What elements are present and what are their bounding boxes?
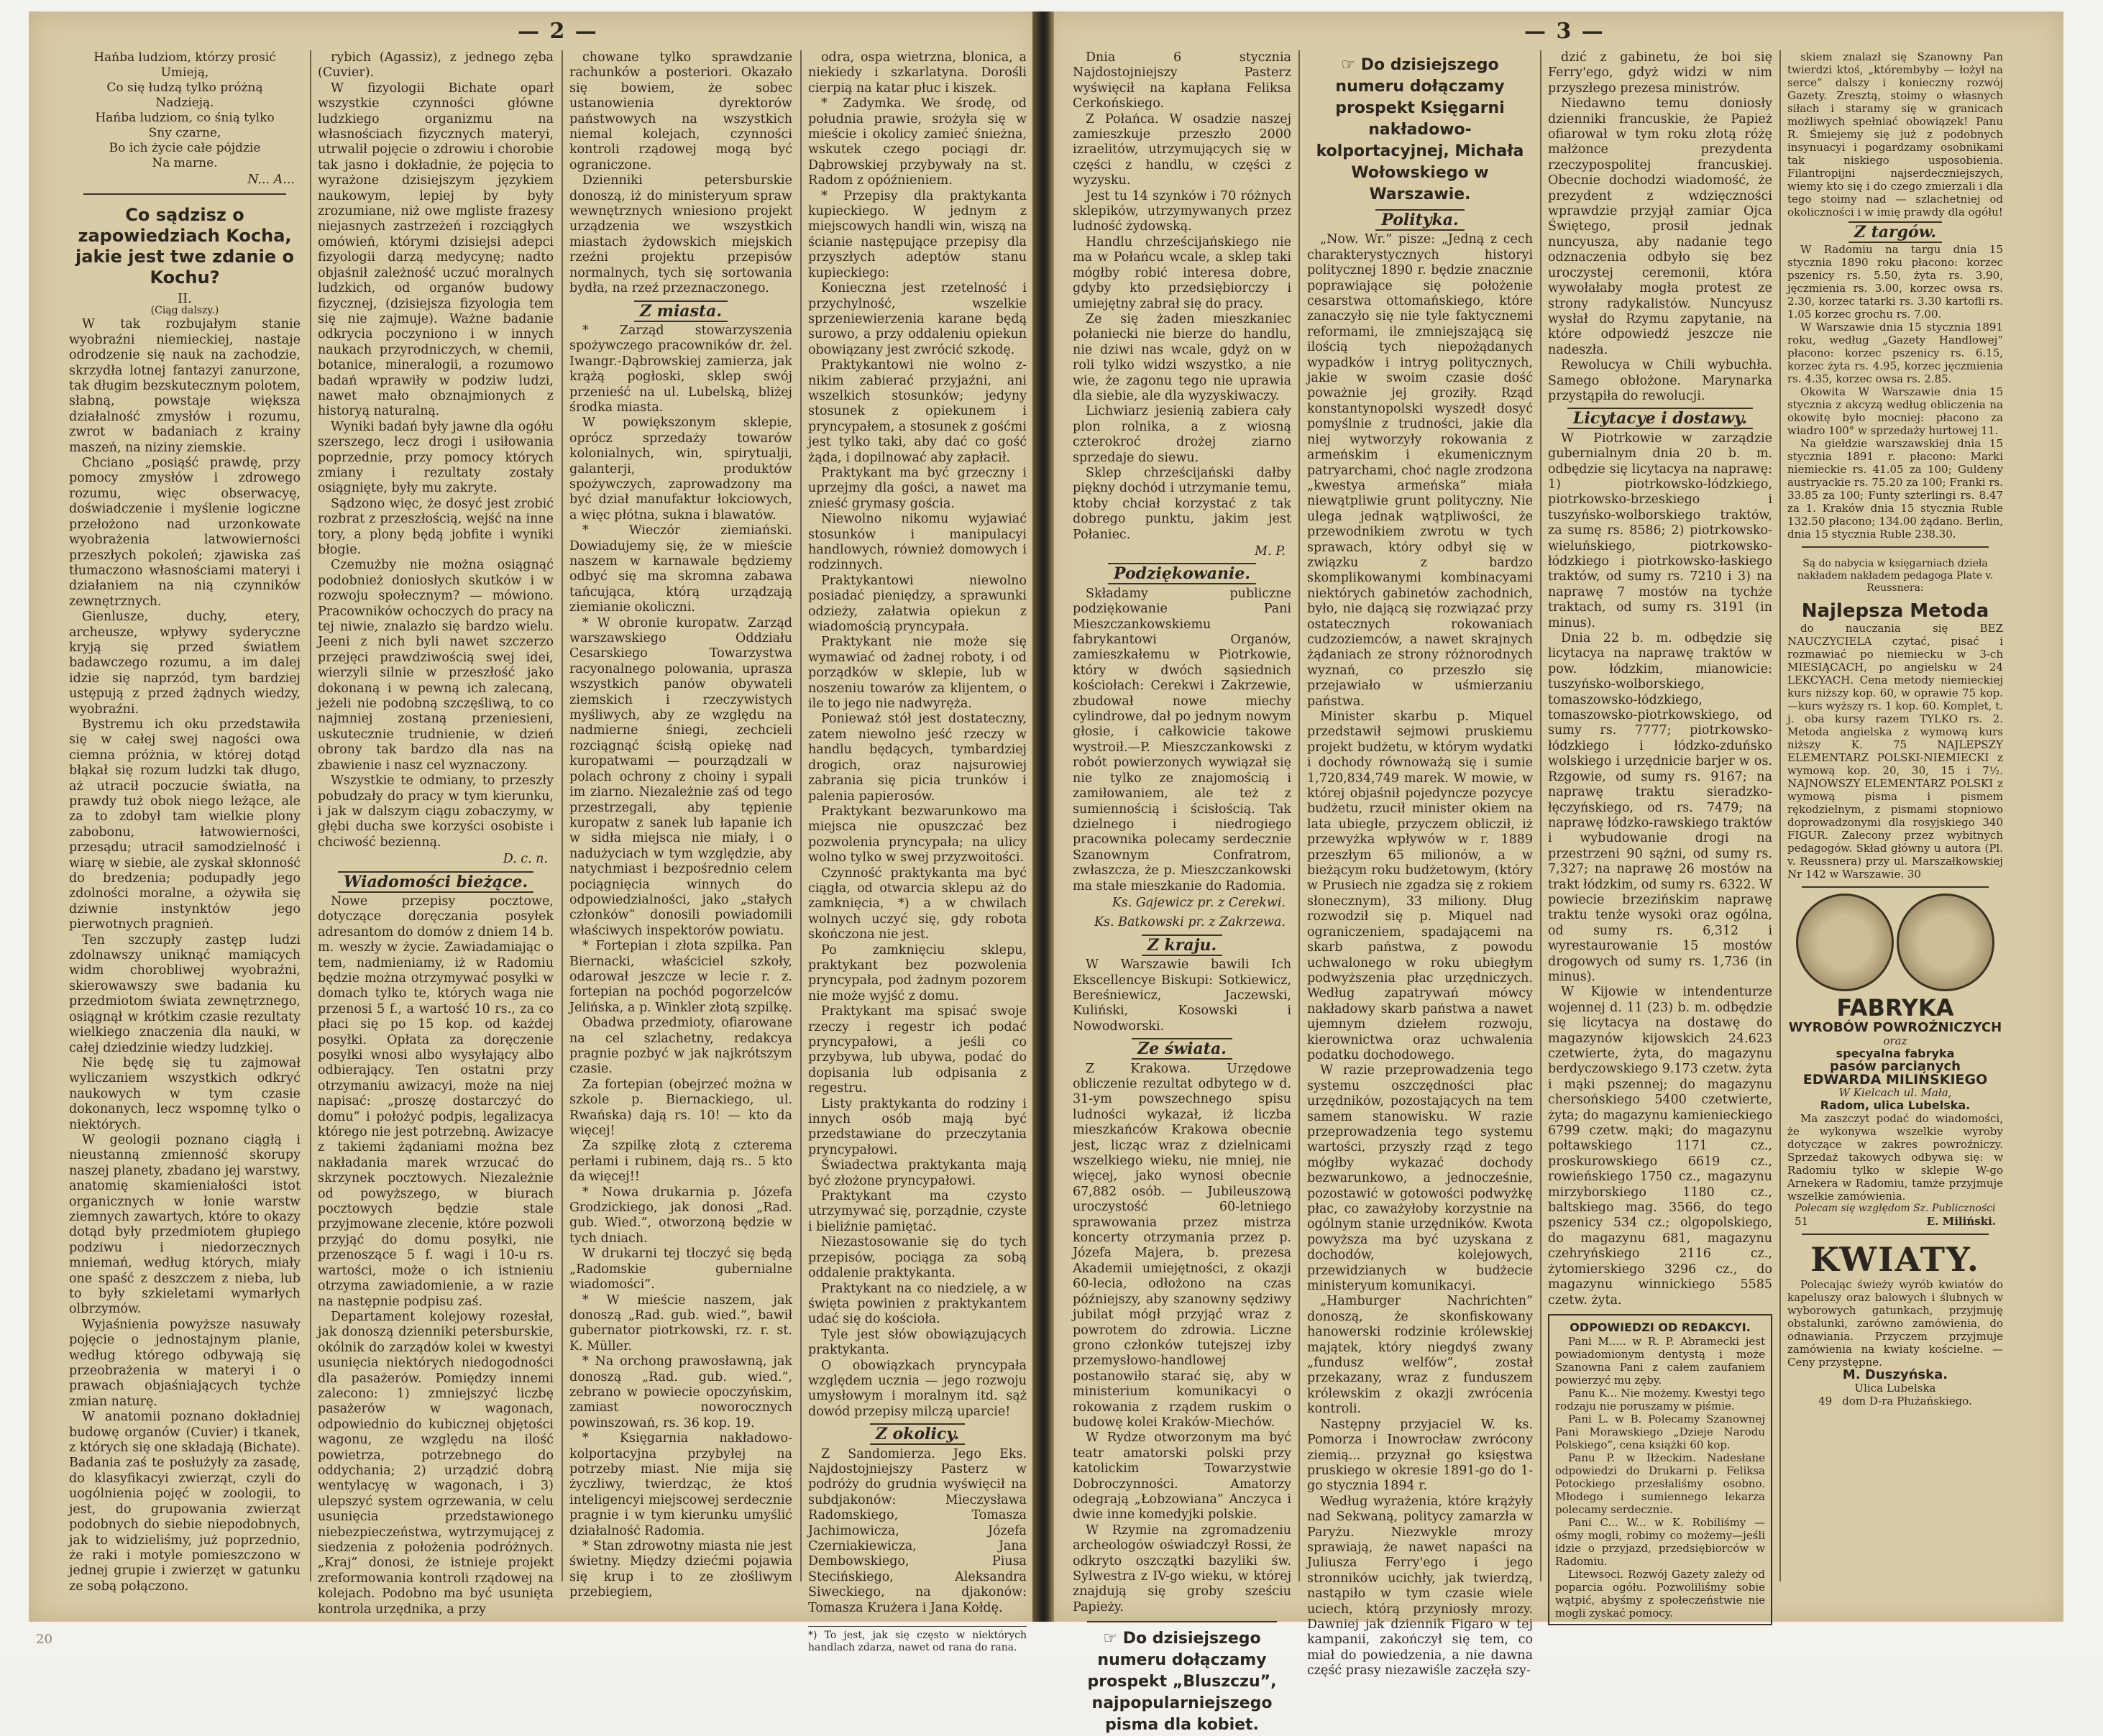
auction-item: W Piotrkowie w zarządzie gubernialnym dnia 20 b. m. odbędzie się licytacya na naprawę: 1) piotrkowsko-lódzkiego, piotrkowsko-brzeskiego i tuszyńsko-wolborskiego traktów, za sumę rs. 8586; 2) piotrkowsko-wieluńskiego, piotrkowsko-łódzkiego i piotrkowsko-łaskiego traktów, od sumy rs. 7210 i 3) na naprawę 7 mostów na tychże traktach, od sumy rs. 3191 (in minus). xyxy=(1548,431,1772,630)
section-heading-label: Z miasta. xyxy=(634,300,728,322)
politics-item: „Hamburger Nachrichten” donoszą, że skonfiskowany hanowerski rodzinie królewskiej majątek, który niegdyś zwany „fundusz welfów”, został przekazany, wraz z funduszem królewskim z okazji zwrócenia kontroli. xyxy=(1307,1294,1533,1417)
paragraph: Praktykant na co niedzielę, a w święta powinien z praktykantem udać się do kościoła. xyxy=(808,1281,1027,1327)
column-rule xyxy=(800,50,802,1581)
advert-body: Ma zaszczyt podać do wiadomości, że wykonywa wszelkie wyroby dotyczące w zakres powroźniczy. Sprzedaż takowych odbywa się: w Radomiu tylko w sklepie W-go Arnekera w Radomiu, tamże przyjmuje wszelkie zamówienia. xyxy=(1787,1112,2003,1203)
paragraph: Praktykantowi nie wolno z-nikim zabierać przyjaźni, ani wszelkich stosunków; jedyny stosunek z opiekunem i pryncypałem, a stosunek z gośćmi jest tylko taki, aby dać co gość żąda, i dopilnować aby zapłacił. xyxy=(808,358,1027,465)
paragraph: Niedawno temu doniosły dzienniki francuskie, że Papież ofiarował w tym roku złotą różę małżonce prezydenta rzeczypospolitej francuskiej. Obecnie dochodzi wiadomość, że prezydent z wdzięczności wprawdzie przyjął zamiar Ojca Świętego, prosił jednak nuncyusza, aby nadanie tego odznaczenia odbyło się bez uroczystej ceremonii, która wywołałaby mogła protest ze strony radykalistów. Nuncyusz wysłał do Rzymu zapytanie, na które odpowiedź jeszcze nie nadeszła. xyxy=(1548,96,1772,357)
auction-item: Dnia 22 b. m. odbędzie się licytacya na naprawę traktów w pow. łódzkim, mianowicie: tuszyńsko-wolborskiego, tomaszowsko-łódzkiego, tomaszowsko-piotrkowskiego, od sumy rs. 7777; piotrkowsko-łódzkiego i łódzko-zduńsko wolskiego i urzędnicie barjer w os. Rzgowie, od sumy rs. 9167; na naprawę traktu sieradzko-łęczyńskiego, od rs. 7479; na naprawę łódzko-rawskiego traktów i wybudowanie drogi na przestrzeni 90 sążni, od sumy rs. 7,327; na naprawę 26 mostów na trakt łódzkim, od sumy rs. 6322. W powiecie brzezińskim naprawę traktu tenże wysoki oraz ogólna, od sumy rs. 6,312 i wyrestaurowanie 15 mostów drogowych od sumy rs. 1,736 (in minus). xyxy=(1548,631,1772,984)
poem-line: Nadzieją. xyxy=(155,96,214,110)
pointing-hand-icon: ☞ xyxy=(1103,1630,1123,1648)
city-item: W powiększonym sklepie, oprócz sprzedaży towarów kolonialnych, win, spirytualji, galanterji, produktów spożywczych, zaprowadzony ma być dział manufaktur łokciowych, a więc płótna, sukna i blawatów. xyxy=(569,415,792,523)
thanks-signer: Ks. Gajewicz pr. z Cerekwi. xyxy=(1112,895,1286,910)
thanks-signer: Ks. Batkowski pr. z Zakrzewa. xyxy=(1094,915,1286,930)
paragraph: rybich (Agassiz), z jednego zęba (Cuvier). xyxy=(318,50,554,81)
poem-line: Hańba ludziom, którzy prosić xyxy=(93,50,276,65)
paragraph: Praktykant ma być grzeczny i uprzejmy dla gości, a nawet ma znieść grymasy gościa. xyxy=(808,465,1027,511)
column-2 xyxy=(318,50,554,1617)
market-item: W Warszawie dnia 15 stycznia 1891 roku, według „Gazety Handlowej” płacono: korzec pszenicy rs. 6.15, korzec żyta rs. 4.95, korzec jęczmienia rs. 4.35, korzec owsa rs. 2.85. xyxy=(1787,321,2003,385)
paragraph: Z Połańca. W osadzie naszej zamieszkuje przeszło 2000 izraelitów, utrzymujących się w części z handlu, w części z wyzysku. xyxy=(1073,111,1291,188)
paragraph: W fizyologii Bichate oparł wszystkie czynności główne ludzkiego organizmu na własnościach fizycznych materyi, utrwalił pojęcie o zdrowiu i chorobie tak jasno i dokładnie, że pojęcia to wyrażone dzisiejszym językiem naukowym, lepiej by były zrozumiane, niż owe mgliste frazesy niejasnych zastrzeżeń i rozciągłych omówień, którymi dzisiejsi adepci fizyologii darzą medycynę; nadto objaśnił zależność uczuć moralnych ludzkich, od organów budowy fizycznej, (dzisiejsza fizyologia tem się nie zajmuje). Ważne badanie odkrycia poczyniono i w innych naukach przyrodniczych, w chemii, botanice, mineralogii, a rozumowo badań wprawiły w podziw ludzi, nawet mało obznajmionych z historyą naturalną. xyxy=(318,81,554,419)
paragraph: Niewolno nikomu wyjawiać stosunków i manipulacyi handlowych, również domowych i rodzinnych. xyxy=(808,512,1027,573)
announcement-text: Do dzisiejszego numeru dołączamy prospekt „Bluszczu”, najpopularniejszego pisma dla kobiet. xyxy=(1087,1630,1277,1735)
advert-method xyxy=(1787,558,2003,881)
column-rule xyxy=(1779,50,1781,1581)
advert-address: dom D-ra Płużańskiego. xyxy=(1842,1395,1972,1407)
column-6 xyxy=(1307,50,1533,1678)
section-heading-thanks xyxy=(1073,566,1291,582)
section-heading-city xyxy=(569,301,792,321)
article-part: II. xyxy=(178,291,192,307)
poem-line: Bo ich życie całe pójdzie xyxy=(109,141,261,155)
city-item: Obadwa przedmioty, ofiarowane na cel szlachetny, redakcya pragnie pozbyć w jak najkrótszym czasie. xyxy=(569,1016,792,1077)
paragraph: Ten szczupły zastęp ludzi zdolnawszy uniknąć mamiących widm chorobliwej wyobraźni, skierowawszy swe badania ku przedmiotom świata zewnętrznego, osiągnął w krótkim czasie rezultaty wielkiego znaczenia dla nauki, w całej dziedzinie wiedzy ludzkiej. xyxy=(69,932,301,1055)
paragraph: Konieczna jest rzetelność i przychylność, wszelkie sprzeniewierzenia karane będą surowo, a przy oddaleniu opiekun obowiązany jest zwrócić szkodę. xyxy=(808,281,1027,357)
answer-item: Pani C... W... w K. Robiliśmy — ośmy mogli, robimy co możemy—jeśli idzie o przyjazd, przedsiębiorców w Radomiu. xyxy=(1555,1516,1765,1569)
thanks-text: Składamy publiczne podziękowanie Pani Mieszczankowskiemu fabrykantowi Organów, zamieszkałemu w Piotrkowie, który w dwóch sąsiednich kościołach: Cerekwi i Zakrzewie, zbudował nowe miechy cylindrowe, dał po jednym nowym głosie, i całkowicie takowe wystroił.—P. Mieszczankowski z robót powierzonych wywiązał się nie tylko ze znajomością i zamiłowaniem, ale też z sumiennością i ścisłością. Tak dzielnego i niedrogiego pracownika polecamy serdecznie Szanownym Confratrom, zwłaszcza, że p. Mieszczankowski ma stałe mieszkanie do Radomia. xyxy=(1073,586,1291,894)
footnote: *) To jest, jak się często w niektórych handlach zdarza, nawet od rana do rana. xyxy=(808,1626,1027,1654)
politics-item: Następny przyjaciel W. ks. Pomorza i Inowrocław zwrócony ziemią... przyznał go księstwa pruskiego w okresie 1891-go do 1-go stycznia 1894 r. xyxy=(1307,1417,1533,1494)
editorial-answers-box xyxy=(1548,1314,1772,1625)
section-heading-country xyxy=(1073,935,1291,955)
paragraph: chowane tylko sprawdzanie rachunków a posteriori. Okazało się bowiem, że sobec ustanowienia dyrektorów państwowych na wszystkich niemal kolejach, czynności kontroli rządowej mogą być ograniczone. xyxy=(569,50,792,173)
advert-intro: Są do nabycia w księgarniach dzieła nakładem nakładem pedagoga Plate v. Reussnera: xyxy=(1797,558,1994,594)
paragraph: O obowiązkach pryncypała względem ucznia — jego rozwoju umysłowym i moralnym itd. sąż dowód przepisy milczą uparcie! xyxy=(808,1358,1027,1419)
article-title: Co sądzisz o zapowiedziach Kocha, jakie jest twe zdanie o Kochu? xyxy=(75,205,294,288)
medals xyxy=(1787,894,2003,994)
paragraph: Świadectwa praktykanta mają być złożone pryncypałowi. xyxy=(808,1158,1027,1188)
auction-item: W Kijowie w intendenturze wojennej d. 11 (23) b. m. odbędzie się licytacya na dostawę do magazynów kijowskich 24.623 czetwierte, żyta, do magazynu berdyczowskiego 9.173 czetw. żyta i mąki pszennej; do magazynu chersońskiego 5400 czetwierte, żyta; do magazynu kamienieckiego 6799 czetw. mąki; do magazynu połtawskiego 1171 cz., proskurowskiego 6619 cz., rowieńskiego 1750 cz., magazynu mirzyborskiego 1180 cz., baltskiego mag. 3566, do tego pszenicy 534 cz.; olgopolskiego, do magazynu 681, magazynu czehryńskiego 2116 cz., żytomierskiego 3296 cz., do magazynu winnickiego 5585 czetw. żyta. xyxy=(1548,985,1772,1308)
article-signature: D. c. n. xyxy=(503,852,548,867)
advert-line: oraz xyxy=(1883,1034,1907,1047)
gutter-fold xyxy=(1032,12,1054,1622)
region-item: Z Sandomierza. Jego Eks. Najdostojniejszy Pasterz w podróży do grudnia wyświęcił na subdjakonów: Mieczysława Radomskiego, Tomasza Jachimowicza, Józefa Czerniakiewicza, Jana Dembowskiego, Piusa Stecińskiego, Aleksandra Siweckiego, na djakonów: Tomasza Krużera i Jana Kołdę. xyxy=(808,1446,1027,1615)
column-1 xyxy=(69,50,301,1594)
announcement-text: Do dzisiejszego numeru dołączamy prospekt Księgarni nakładowo-kolportacyjnej, Michała Wołowskiego w Warszawie. xyxy=(1316,56,1524,203)
column-5 xyxy=(1073,50,1291,1735)
section-heading-label: Polityka. xyxy=(1375,209,1464,231)
politics-item: Według wyrażenia, które krążyły nad Sekwaną, politycy zamarzła w Paryżu. Niezwykle mrozy sprawiają, że nawet napaści na Juliusza Ferry'ego i jego stronników ucichły, jak twierdzą, nastąpiło w tym czasie wiele uciech, którą przyniosły mrozy. Dawniej jak dziennik Figaro w tej kampanii, zakończył się tem, co miał do powiedzenia, a nie dawna część prasy niezawiśle zaczęła szy- xyxy=(1307,1494,1533,1678)
editorial-answers-title: ODPOWIEDZI OD REDAKCYI. xyxy=(1570,1320,1751,1334)
city-item: * Nowa drukarnia p. Józefa Grodzickiego, jak donosi „Rad. gub. Wied.”, otworzoną będzie w tych dniach. xyxy=(569,1185,792,1246)
advert-rope-factory xyxy=(1787,894,2003,1228)
paragraph: Tyle jest słów obowiązujących praktykanta. xyxy=(808,1327,1027,1358)
answers-continued: skiem znalazł się Szanowny Pan twierdzi ktoś, „którembyby — łożył na serce” dalszy i konieczny rozwój Gazety. Zresztą, stoimy o własnych siłach i staramy się w granicach możliwych spełniać obowiązek! Panu R. Śmiejemy się już z podobnych insynuacyi i pogardzamy osobnikami tak niskiego usposobienia. Filantropijni najserdeczniejszych, wiemy kto się i do czego zmierzali i dla tego stoimy nad — szlachetniej od okoliczności i w imię prawdy dla ogółu! xyxy=(1787,50,2003,219)
city-item: * Stan zdrowotny miasta nie jest świetny. Między dziećmi pojawia się krup i to ze złośliwym przebiegiem, xyxy=(569,1539,792,1600)
market-item: W Radomiu na targu dnia 15 stycznia 1890 roku płacono: korzec pszenicy rs. 5.50, żyta rs. 3.90, jęczmienia rs. 3.00, korzec owsa rs. 2.30, korzec tatarki rs. 3.30 kartofli rs. 1.05 korzec grochu rs. 7.00. xyxy=(1787,243,2003,321)
advert-sign-row xyxy=(1795,1215,1996,1228)
advert-number: 49 xyxy=(1818,1395,1833,1407)
column-8 xyxy=(1787,50,2003,1589)
section-heading-label: Ze świata. xyxy=(1132,1038,1232,1060)
poem-line: Hańba ludziom, co śnią tylko xyxy=(95,111,275,125)
column-7 xyxy=(1548,50,1772,1620)
poem-line: Na marne. xyxy=(152,156,218,170)
advert-line: W Kielcach ul. Mała, xyxy=(1838,1086,1952,1099)
city-item: * W mieście naszem, jak donoszą „Rad. gub. wied.”, bawił gubernator piotrkowski, rz. r. st. K. Müller. xyxy=(569,1292,792,1354)
section-heading-label: Z kraju. xyxy=(1142,934,1222,956)
paragraph: Praktykant ma czysto utrzymywać się, porządnie, czyste i bieliźnie pamiętać. xyxy=(808,1189,1027,1234)
poem-line: Sny czarne, xyxy=(148,126,221,140)
paragraph: Bystremu ich oku przedstawiła się w całej swej nagości owa ciemna próżnia, w której dotąd błąkał się rozum ludzki tak długo, aż utracił poczucie światła, na prawdy tuż obok niego leżące, ale za to zdobył tam wielkie plony zabobonu, łatwowierności, przesądu; utracił samodzielność i wiarę w siebie, ale zyskał skłonność do bredzenia; podupadły jego zdolności moralne, a ożywiła się dziwnie instynktów jego pierwotnych pragnień. xyxy=(69,717,301,932)
answer-item: Litewsoci. Rozwój Gazety zależy od poparcia ogółu. Pozwoliliśmy sobie wątpić, abyśmy z społeczeństwie nie mogli zyskać pomocy. xyxy=(1555,1568,1765,1620)
answer-item: Pani L. w B. Polecamy Szanownej Pani Morawskiego „Dzieje Narodu Polskiego”, cena książki 60 kop. xyxy=(1555,1413,1765,1452)
paragraph: Gienlusze, duchy, etery, archeusze, wpływy syderyczne kryją się przed światłem badawczego rozumu, a im dalej idzie się naprzód, tym bardziej ustępują z przed żądnych wiedzy, wyobraźni. xyxy=(69,610,301,717)
world-item: W Rydze otworzonym ma być teatr amatorski polski przy katolickim Towarzystwie Dobroczynności. Amatorzy odegrają „Łobzowiana” Anczyca i dwie inne komedyjki polskie. xyxy=(1073,1430,1291,1523)
paragraph: Ponieważ stół jest dostateczny, zatem niewolno jeść rzeczy w handlu będących, tymbardziej drogich, oraz najsurowiej zabrania się picia trunków i palenia papierosów. xyxy=(808,712,1027,804)
city-item: * Księgarnia nakładowo-kolportacyjna przybyłej na potrzeby miast. Nie mija się życzliwy, twierdząc, że ktoś inteligencyi miejscowej serdecznie pragnie i w tym kierunku umyślić działalność Radomia. xyxy=(569,1431,792,1538)
advert-line: specyalna fabryka xyxy=(1836,1047,1955,1060)
market-item: Na giełdzie warszawskiej dnia 15 stycznia 1891 r. płacono: Marki niemieckie rs. 41.05 za 100; Guldeny austryackie rs. 75.20 za 100; Franki rs. 33.85 za 100; Funty szterlingi rs. 8.47 za 1. Kraków dnia 15 stycznia Ruble 132.50 płacono; 134.00 żądano. Berlin, dnia 15 stycznia Ruble 238.30. xyxy=(1787,437,2003,541)
paragraph: Praktykant bezwarunkowo ma miejsca nie opuszczać bez pozwolenia pryncypała; na ulicy wolno tylko w swej przyzwoitości. xyxy=(808,804,1027,865)
section-heading-label: Wiadomości bieżące. xyxy=(338,871,533,893)
paragraph: Sklep chrześcijański dałby piękny dochód i utrzymanie temu, ktoby chciał korzystać z tak dobrego punktu, jakim jest Połaniec. xyxy=(1073,465,1291,542)
paragraph: Czemużby nie można osiągnąć podobnież doniosłych skutków i w rozwoju społecznym? — mówiono. Pracowników ochoczych do pracy na tej niwie, znalazło się bardzo wielu. Jeeni z nich byli nawet szczerzo przejęci prawdziwością swej idei, wierzyli silnie w przeszłość jako dokonaną i w pewną ich zalecaną, jeżeli nie podobną szczęśliwą, to co najmniej zostaną przeniesieni, uskutecznie trudnienie, w dzień obrony tak bardzo dla nas na zbawienie i nasz cel wyznaczony. xyxy=(318,558,554,773)
section-heading-label: Podziękowanie. xyxy=(1108,563,1256,584)
city-item: W drukarni tej tłoczyć się będą „Radomskie gubernialne wiadomości”. xyxy=(569,1246,792,1292)
column-rule xyxy=(1540,50,1541,1581)
medal-icon xyxy=(1796,894,1894,991)
advert-line: Radom, ulica Lubelska. xyxy=(1820,1098,1971,1112)
advert-signature: E. Miliński. xyxy=(1926,1215,1996,1228)
pointing-hand-icon: ☞ xyxy=(1341,56,1361,74)
announcement-bluszcz xyxy=(1073,1628,1291,1736)
paragraph: Wyniki badań były jawne dla ogółu szerszego, lecz drogi i usiłowania poprzednie, przy pomocy których zmiany i rezultaty zostały osiągnięte, były mu zakryte. xyxy=(318,419,554,496)
column-4 xyxy=(808,50,1027,1654)
paragraph: Jest tu 14 szynków i 70 różnych sklepików, utrzymywanych przez ludność żydowską. xyxy=(1073,188,1291,234)
paragraph: W geologii poznano ciągłą i nieustanną zmienność skorupy naszej planety, zbadano jej warstwy, anatomię skamieniałości istot organicznych w łonie warstw ziemnych zawartych, które to okazy dotąd były przedmiotem głupiego podziwu i niedorzecznych mniemań, według których, miały one spaść z deszczem z nieba, lub to były szkieletami wymarłych olbrzymów. xyxy=(69,1132,301,1317)
world-item: Z Krakowa. Urzędowe obliczenie rezultat odbytego w d. 31-ym powszechnego spisu ludności wykazał, iż liczba mieszkańców Krakowa obecnie jest, licząc wraz z dzielnicami wszelkiego wieku, nie mniej, nie więcej, jako wynosi obecnie 67,882 osób. — Jubileuszową uroczystość 60-letniego sprawowania przez mistrza koncerty otrzymania przez p. Józefa Majera, b. prezesa Akademii umiejętności, z okazji 60-lecia, odłożono na czas późniejszy, aby szanowny sędziwy jubilat mógł przyjąć wraz z powrotem do zdrowia. Liczne grono członków tutejszej izby przemysłowo-handlowej postanowiło starać się, aby w ministerium komunikacyi o rokowania z rządem ruskim o budowę kolei Kraków-Miechów. xyxy=(1073,1061,1291,1430)
advert-line: FABRYKA xyxy=(1836,994,1954,1021)
paragraph: * Zadymka. We środę, od południa prawie, srożyła się w mieście i okolicy zamieć śnieżna, wskutek czego pociągi dr. Dąbrowskiej przybywały na st. Radom z opóźnieniem. xyxy=(808,96,1027,188)
section-heading-news xyxy=(318,872,554,891)
paragraph: Wszystkie te odmiany, to przeszły pobudzały do pracy w tym kierunku, i jak w dalszym ciągu zobaczymy, w głębi ducha swe korzyści osobiste i chciwość bezienną. xyxy=(318,773,554,850)
margin-pencil-note: 20 xyxy=(36,1632,52,1647)
column-rule xyxy=(310,50,311,1581)
advert-body: Polecając świeży wyrób kwiatów do kapeluszy oraz balowych i ślubnych w wyborowych gatunkach, przyjmuję obstalunki, zarówno zamówienia, do odnawiania. Przyczem przyjmuje zamówienia na kwiaty kościelne. — Ceny przystępne. xyxy=(1787,1278,2003,1369)
section-heading-label: Licytacye i dostawy. xyxy=(1567,408,1753,429)
column-3 xyxy=(569,50,792,1600)
paragraph: odra, ospa wietrzna, blonica, a niekiedy i szkarlatyna. Dorośli cierpią na katar płuc i kiszek. xyxy=(808,50,1027,96)
poem-signature: N... A... xyxy=(247,173,295,187)
paragraph: Ze się żaden mieszkaniec połaniecki nie bierze do handlu, nie dziwi nas wcale, gdyż on w roli tylko widzi wszystko, a nie wie, że zagonu tego nie uprawia dla siebie, ale dla wyzyskiwaczy. xyxy=(1073,311,1291,403)
section-heading-label: Z targów. xyxy=(1848,221,1942,243)
news-item: Nowe przepisy pocztowe, dotyczące doręczania posyłek adresantom do domów z dniem 14 b. m. weszły w życie. Zawiadamiając o tem, nadmieniamy, iż w Radomiu będzie można otrzymywać posyłki w domach tylko te, których waga nie przenosi 5 f., a wartość 10 rs., za co płaci się po 15 kop. od każdej posyłki. Opłata za doręczenie posyłki wnosi albo wysyłający albo odbierający. Ten ostatni przy otrzymaniu awizacyi, może na niej napisać: „proszę dostarczyć do domu” i położyć podpis, legalizacya którego nie jest potrzebną. Awizacye z takiemi żądaniami można bez nakładania marek wrzucać do skrzynek pocztowych. Niezależnie od powyższego, w biurach pocztowych będzie stale przyjmowane zlecenie, które pozwoli przyjąć do domu posyłki, nie przenoszące 5 f. wagi i 10-u rs. wartości, może o ich istnieniu otrzyma zawiadomienie, a w razie na następnie podpisu zaś. xyxy=(318,894,554,1309)
country-item: W Warszawie bawili Ich Ekscellencye Biskupi: Sotkiewicz, Bereśniewicz, Jaczewski, Kuliński, Kosowski i Nowodworski. xyxy=(1073,957,1291,1034)
world-item: W Rzymie na zgromadzeniu archeologów oświadczył Rossi, że odkryto oszczątki bazyliki św. Sylwestra z IV-go wieku, w której znajdują się groby sześciu Papieży. xyxy=(1073,1523,1291,1615)
market-item: Okowita W Warszawie dnia 15 stycznia z akcyzą według obliczenia na okowitę było mocniej: płacono za wiadro 100° w sprzedaży hurtowej 11. xyxy=(1787,385,2003,437)
politics-item: Minister skarbu p. Miquel przedstawił sejmowi pruskiemu projekt budżetu, w którym wydatki i dochody równoważą się i sumie 1,720,834,749 marek. W mowie, w której objaśnił pojedyncze pozycye budżetu, rzucił minister okiem na lata ubiegłe, przyczem oblicził, iż przewyżka wpływów w r. 1889 przeszłym 65 milionów, a w bieżącym roku budżetowym, (który w Prusiech nie zgadza się z rokiem słonecznym), 33 miliony. Dług rozwodził się p. Miquel nad ograniczeniem, spadającemi na skarb państwa, z powodu uchwalonego w roku ubiegłym podwyższenia płac urzędniczych. Według zapatrywań mówcy nakładowy skarb państwa a nawet ujemnym dziełem rozwoju, kierownictwa oraz uchwalenia podatku dochodowego. xyxy=(1307,709,1533,1062)
paragraph: Wyjaśnienia powyższe nasuwały pojęcie o jednostajnym planie, według którego odbywają się przeobrażenia w materyi i o prawach objaśniających tychże zmian naturę. xyxy=(69,1317,301,1409)
advert-title: KWIATY. xyxy=(1810,1240,1980,1279)
paragraph: W anatomii poznano dokładniej budowę organów (Cuvier) i tkanek, z których się one składają (Bichate). Badania zaś te posłużyły za zasadę, do klasyfikacyi zwierząt, czyli do uogólnienia pojęć w zoologii, to jest, do grupowania zwierząt podobnych do siebie niepodobnych, jak to widzieliśmy, już poprzednio, że raki i motyle pomieszczono w jednej grupie i zwierzęt w gatunku ze sobą połączono. xyxy=(69,1410,301,1594)
advert-address: Ulica Lubelska xyxy=(1854,1382,1936,1395)
section-heading-markets xyxy=(1787,223,2003,242)
article-signature: M. P. xyxy=(1255,544,1286,559)
paragraph: Dzienniki petersburskie donoszą, iż do ministeryum spraw wewnętrznych wniesiono projekt urządzenia we wszystkich miastach żydowskich miejskich rzeźni projektu przepisów normalnych, tych się sortowania bydła, na rzeź przeznaczonego. xyxy=(569,173,792,296)
advert-flowers xyxy=(1787,1241,2003,1407)
page-number-left: — 2 — xyxy=(518,19,598,44)
news-item: Departament kolejowy rozesłał, jak donoszą dzienniki petersburskie, okólnik do zarządów kolei w kwestyi usunięcia niektórych niedogodności dla pasażerów. Pomiędzy innemi zalecono: 1) zmniejszyć liczbę pasażerów w wagonach, odpowiednio do kubicznej objętości wagonu, ze względu na ilość powietrza, potrzebnego do oddychania; 2) urządzić dobrą wentylacyę w wagonach, i 3) ulepszyć system ogrzewania, w celu usunięcia przedstawionego niebezpieczeństwa, wytrzymującej z siedzenia z położenia podróżnych. „Kraj” donosi, że istnieje projekt zreformowania kontroli rządowej na kolejach. Podobno ma być usunięta kontrola urzędnika, a przy xyxy=(318,1309,554,1617)
section-heading-world xyxy=(1073,1039,1291,1059)
paragraph: Handlu chrześcijańskiego nie ma w Połańcu wcale, a sklep taki mógłby robić interesa dobre, gdyby kto przedsiębiorczy i umiejętny zabrał się do pracy. xyxy=(1073,234,1291,311)
section-heading-auctions xyxy=(1548,411,1772,426)
politics-item: „Now. Wr.” pisze: „Jedną z cech charakterystycznych historyi politycznej 1890 r. będzie znacznie poprawiające się położenie cesarstwa ottomańskiego, które zanaczyło się nie tyle faktycznemi reformami, ile zmniejszającą się ilością tych niepożądanych wypadków i intryg politycznych, jakie w swoim czasie dość poważnie jej groziły. Rząd konstantynopolski wyszedł dosyć pomyślnie z trudności, jakie dla niej wytworzyły rokowania z armeńskim i ekumenicznym patryarchami, choć nagle zrodzona „kwestya armeńska” miała niewątpliwie grunt polityczny. Nie ulega jednak wątpliwości, że przewodnikiem zwrotu w tych sprawach, który odbył się w związku z bardzo skomplikowanymi kombinacyami niektórych gabinetów zachodnich, było, nie dającą się rozwiązać przy ostatecznych rokowaniach cudzoziemców, a nawet skrajnych żądaniach ze strony różnorodnych wyznań, co przeszło się przejawiało w uśmierzaniu państwa. xyxy=(1307,232,1533,709)
city-item: Za szpilkę złotą z czterema perłami i rubinem, dają rs.. 5 kto da więcej!! xyxy=(569,1139,792,1185)
paragraph: Czynność praktykanta ma być ciągła, od otwarcia sklepu aż do zamknięcia, *) a w chwilach wolnych uczyć się, gdy robota skończona nie jest. xyxy=(808,865,1027,942)
column-rule xyxy=(562,50,563,1581)
paragraph: Nie będę się tu zajmował wyliczaniem wszystkich odkryć naukowych w tym czasie dokonanych, lecz wspomnę tylko o niektórych. xyxy=(69,1055,301,1132)
advert-line: pasów parcianych xyxy=(1830,1059,1961,1074)
advert-address-row xyxy=(1787,1395,2003,1407)
paragraph: Praktykant nie może się wymawiać od żadnej roboty, i od porządków w sklepie, lub w noszeniu towarów za klijentem, o ile to jego nie nadwyręża. xyxy=(808,635,1027,712)
paragraph: Po zamknięciu sklepu, praktykant bez pozwolenia pryncypała, pod żadnym pozorem nie może wyjść z domu. xyxy=(808,942,1027,1004)
section-heading-label: Z okolicy. xyxy=(870,1423,965,1445)
answer-item: Pani M..... w R. P. Abramecki jest powiadomionym dentystą i może Szanowna Pani z całem zaufaniem powierzyć mu zęby. xyxy=(1555,1335,1765,1387)
city-item: * W obronie kuropatw. Zarząd warszawskiego Oddziału Cesarskiego Towarzystwa racyonalnego polowania, uprasza wszystkich panów obywateli ziemskich i rzeczywistych myśliwych, aby ze względu na nadmierne śniegi, zechcieli rozciągnąć ścisłą opiekę nad kuropatwami — pourządzali w polach ochrony z choiny i sypali im ziarno. Niezależnie zaś od tego przestrzegali, aby tępienie kuropatw z sanek lub łapanie ich w sidła miejsca nie miały, i o nadużyciach w tym względzie, aby natychmiast i bezpośrednio celem pociągnięcia winnych do odpowiedzialności, jako „stałych członków” donosili powiadomili właściwych inspektorów powiatu. xyxy=(569,615,792,938)
page-number-right: — 3 — xyxy=(1524,19,1605,44)
answer-item: Panu P. w Iłżeckim. Nadesłane odpowiedzi do Drukarni p. Feliksa Potockiego przesłaliśmy osobno. Młodego i sumiennego lekarza polecamy serdecznie. xyxy=(1555,1451,1765,1517)
announcement-bookshop xyxy=(1307,55,1533,206)
poem-line: Co się łudzą tylko próżną xyxy=(106,81,263,95)
section-heading-region xyxy=(808,1427,1027,1442)
advert-body: do nauczania się BEZ NAUCZYCIELA czytać, pisać i rozmawiać po niemiecku w 3-ch MIESIĄCACH, po angielsku w 24 LEKCYACH. Cena metody niemieckiej kurs niższy kop. 60, w oprawie 75 kop.—kurs wyższy rs. 1 kop. 60. Komplet, t. j. oba kursy razem TYLKO rs. 2. Metoda angielska z wymową kurs niższy K. 75 NAJLEPSZY ELEMENTARZ POLSKI-NIEMIECKI z wymową kop. 20, 30, 15 i 7½. NAJNOWSZY ELEMENTARZ POLSKI z wymową pisma i pismem rękodzielnym, z pismami stopniowo doprowadzonymi dla rosyjskiego 340 FIGUR. Zalecony przez wybitnych pedagogów. Skład główny u autora (Pl. v. Reussnera) przy ul. Marszałkowskiej Nr 142 w Warszawie. 30 xyxy=(1787,622,2003,881)
politics-item: W razie przeprowadzenia tego systemu oszczędności płac urzędników, pozostających na tem samem stanowisku. W razie przeprowadzenia tego systemu wartości, przyszły rząd z tego mógłby wykazać dochody bezwarunkowo, a jednocześnie, pozostawić w gotowości podwyżkę płac, co zaważyłoby korzystnie na ogólnym stanie urzędników. Kwota powyższa ma być uzyskana z dochodów, kolejowych, przewidzianych w budżecie ministeryum komunikacyi. xyxy=(1307,1063,1533,1294)
paragraph: W tak rozbujałym stanie wyobraźni niemieckiej, nastaje odrodzenie się nauk na zachodzie, skrzydła lotnej fantazyi zanurzone, tak długim bezskutecznym polotem, słabną, powstaje większa działalność zmysłów i rozumu, zwrot w badaniach z krainy maszeń, na niziny ziemskie. xyxy=(69,317,301,455)
paragraph: Chciano „posiąść prawdę, przy pomocy zmysłów i zdrowego rozumu, więc obserwacyę, doświadczenie i myślenie logiczne przełożono nad urzonkowate wyobrażenia latwowierności przeszłych pokoleń; zjawiska zaś tłumaczono własnościami materyi i działaniem na nią czynników zewnętrznych. xyxy=(69,456,301,609)
divider xyxy=(1802,546,1989,548)
advert-line: WYROBÓW POWROŹNICZYCH xyxy=(1788,1020,2002,1035)
paragraph: Listy praktykanta do rodziny i innych osób mają być przedstawiane do przeczytania pryncypałowi. xyxy=(808,1096,1027,1157)
divider xyxy=(1087,1621,1277,1622)
city-item: * Na orchong prawosławną, jak donoszą „Rad. gub. wied.”, zebrano w powiecie opoczyńskim, zamiast noworocznych powinszowań, rs. 36 kop. 19. xyxy=(569,1354,792,1430)
continuation-note: (Ciąg dalszy.) xyxy=(150,305,219,317)
paragraph: Dnia 6 stycznia Najdostojniejszy Pasterz wyświęcił na kapłana Feliksa Cerkońskiego. xyxy=(1073,50,1291,111)
city-item: * Fortepian i złota szpilka. Pan Biernacki, właściciel szkoły, odarował jeszcze w lecie r. z. fortepian na pochód pogorzelców Jelińska, a p. Winkler złotą szpilkę. xyxy=(569,939,792,1015)
paragraph: Sądzono więc, że dosyć jest zrobić rozbrat z przeszłością, wejść na inne tory, a plony będą jobfite i wyniki błogie. xyxy=(318,496,554,557)
paragraph: Lichwiarz jesienią zabiera cały plon rolnika, a z wiosną czterokroć drożej ziarno sprzedaje do siewu. xyxy=(1073,404,1291,465)
paragraph: Praktykantowi niewolno posiadać pieniędzy, a sprawunki odzieży, załatwia opiekun z wiadomością pryncypała. xyxy=(808,573,1027,635)
paragraph: dzić z gabinetu, że boi się Ferry'ego, gdyż widzi w nim przyszłego prezesa ministrów. xyxy=(1548,50,1772,96)
advert-signature: M. Duszyńska. xyxy=(1842,1367,1948,1382)
paragraph: * Przepisy dla praktykanta kupieckiego. W jednym z miejscowych handli win, wiszą na ścianie następujące przepisy dla przyszłych adeptów stanu kupieckiego: xyxy=(808,188,1027,280)
poem-line: Umieją, xyxy=(160,65,209,80)
medal-portrait-icon xyxy=(1897,894,1994,991)
paragraph: Niezastosowanie się do tych przepisów, pociąga za sobą oddalenie praktykanta. xyxy=(808,1235,1027,1281)
divider xyxy=(1802,886,1989,888)
city-item: * Zarząd stowarzyszenia spożywczego pracowników dr. żel. Iwangr.-Dąbrowskiej zamierza, jak krążą pogłoski, sklep swój przenieść na ul. Lubelską, bliżej środka miasta. xyxy=(569,323,792,415)
paragraph: Rewolucya w Chili wybuchła. Samego obłożone. Marynarka przystąpiła do rewolucji. xyxy=(1548,358,1772,403)
advert-note: Polecam się względom Sz. Publiczności xyxy=(1795,1203,1996,1214)
divider xyxy=(83,193,286,195)
city-item: * Wieczór ziemiański. Dowiadujemy się, że w mieście naszem w karnawale będziemy odbyć się ma skromna zabawa tańcująca, którą urządzają ziemianie okoliczni. xyxy=(569,523,792,615)
advert-title: Najlepsza Metoda xyxy=(1801,600,1989,622)
advert-line: EDWARDA MILIŃSKIEGO xyxy=(1802,1072,1988,1088)
answer-item: Panu K... Nie możemy. Kwestyi tego rodzaju nie poruszamy w piśmie. xyxy=(1555,1387,1765,1413)
section-heading-politics xyxy=(1307,213,1533,228)
column-rule xyxy=(1298,50,1300,1581)
divider xyxy=(1802,1234,1989,1235)
city-item: Za fortepian (obejrzeć można w szkole p. Biernackiego, ul. Rwańska) dają rs. 10! — kto da więcej! xyxy=(569,1077,792,1139)
paragraph: Praktykant ma spisać swoje rzeczy i regestr ich podać pryncypałowi, a jeśli co przybywa, lub ubywa, podać do dopisania lub odpisania z regestru. xyxy=(808,1004,1027,1096)
advert-number: 51 xyxy=(1795,1215,1809,1228)
